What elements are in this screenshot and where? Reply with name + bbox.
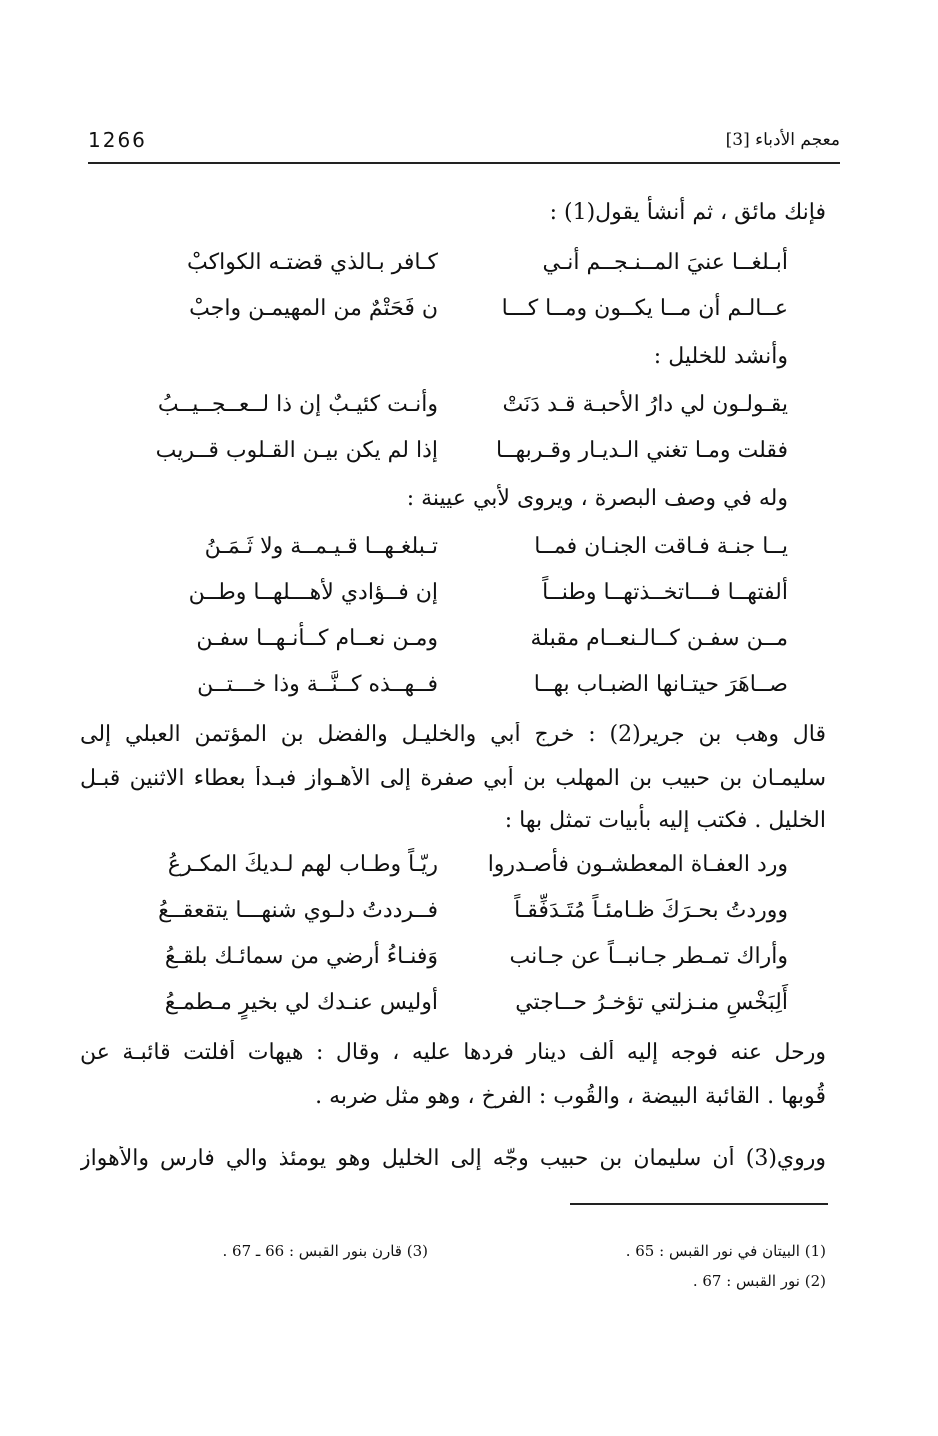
paragraph-line: الخليل . فكتب إليه بأبيات تمثل بها : (504, 808, 826, 833)
poem-intro-line: وله في وصف البصرة ، ويروى لأبي عيينة : (406, 486, 788, 511)
poem-intro-line: وأنشد للخليل : (653, 344, 788, 369)
verse-first-hemistich: عــالـم أن مــا يكــون ومــا كـــا (501, 296, 788, 321)
verse-second-hemistich: إذا لم يكن بيـن القـلوب قــريب (155, 438, 438, 463)
verse-first-hemistich: صــاهَرَ حيتـانها الضبـاب بهــا (533, 672, 788, 697)
verse-second-hemistich: ومـن نعــام كــأنـهــا سفـن (196, 626, 438, 651)
verse-second-hemistich: كـافر بـالذي قضتـه الكواكبْ (187, 250, 438, 275)
paragraph-line: سليمـان بن حبيب بن المهلب بن أبي صفرة إلى الأهـواز فبـدأ بعطاء الاثنين قبـل (80, 766, 826, 791)
verse-second-hemistich: وَفنـاءُ أرضي من سمائـك بلقـعُ (164, 944, 438, 969)
verse-second-hemistich: فــهــذه كــنَّــة وذا خـــتــن (197, 672, 438, 697)
intro-line: فإنك مائق ، ثم أنشأ يقول(1) : (549, 200, 826, 225)
paragraph-line: قُوبها . القائبة البيضة ، والقُوب : الفرخ ، وهو مثل ضربه . (315, 1084, 826, 1109)
verse-first-hemistich: يــا جنـة فـاقت الجنـان فمــا (534, 534, 788, 559)
verse-first-hemistich: ووردتُ بحـرَكَ ظـامئـاً مُتَـدَفِّقـاً (514, 898, 788, 923)
verse-first-hemistich: فقلت ومـا تغني الـديـار وقـربهــا (495, 438, 788, 463)
verse-first-hemistich: أبـلغــا عنيَ المــنـجــم أنـي (542, 250, 788, 275)
verse-second-hemistich: أوليس عنـدك لي بخيرٍ مـطمـعُ (164, 990, 438, 1015)
header-rule (88, 162, 840, 164)
verse-second-hemistich: ن فَحَتْمٌ من المهيمـن واجبْ (189, 296, 438, 321)
footnote-1: (1) البيتان في نور القبس : 65 . (625, 1242, 826, 1260)
page-header (88, 128, 840, 156)
paragraph-line: وروي(3) أن سليمان بن حبيب وجّه إلى الخليل وهو يومئذ والي فارس والأهواز (80, 1146, 826, 1171)
running-head: معجم الأدباء [3] (725, 130, 840, 150)
verse-second-hemistich: فــرددتُ دلـوي شنهـــا يتقعقــعُ (158, 898, 438, 923)
paragraph-line: قال وهب بن جرير(2) : خرج أبي والخليـل والفضل بن المؤتمن العبلي إلى (80, 722, 826, 747)
footnote-rule (570, 1203, 828, 1205)
verse-first-hemistich: أَلِبَخْسِ منـزلتي تؤخـرُ حــاجتي (515, 990, 788, 1015)
footnote-3: (3) قارن بنور القبس : 66 ـ 67 . (222, 1242, 428, 1260)
verse-first-hemistich: ورد العفـاة المعطشـون فأصـدروا (487, 852, 788, 877)
verse-first-hemistich: يقـولـون لي دارُ الأحبـة قـد دَنَتْ (502, 392, 788, 417)
footnote-2: (2) نور القبس : 67 . (692, 1272, 826, 1290)
paragraph-line: ورحل عنه فوجه إليه ألف دينار فردها عليه ، وقال : هيهات أفلتت قائبـة عن (80, 1040, 826, 1065)
verse-second-hemistich: وأنـت كئيـبٌ إن ذا لــعــجــيــبُ (157, 392, 438, 417)
verse-second-hemistich: إن فــؤادي لأهـــلهــا وطــن (188, 580, 438, 605)
verse-first-hemistich: ألفتهــا فـــاتخــذتهــا وطنــاً (542, 580, 788, 605)
page-number: 1266 (88, 128, 147, 152)
verse-second-hemistich: تـبلغـهــا قـيـمــة ولا ثَـمَـنُ (204, 534, 438, 559)
verse-first-hemistich: مــن سفـن كــالـنعــام مقبلة (530, 626, 788, 651)
verse-second-hemistich: ريّـاً وطـاب لهم لـديكَ المكـرعُ (167, 852, 438, 877)
verse-first-hemistich: وأراك تمـطر جـانبــاً عن جـانب (509, 944, 788, 969)
